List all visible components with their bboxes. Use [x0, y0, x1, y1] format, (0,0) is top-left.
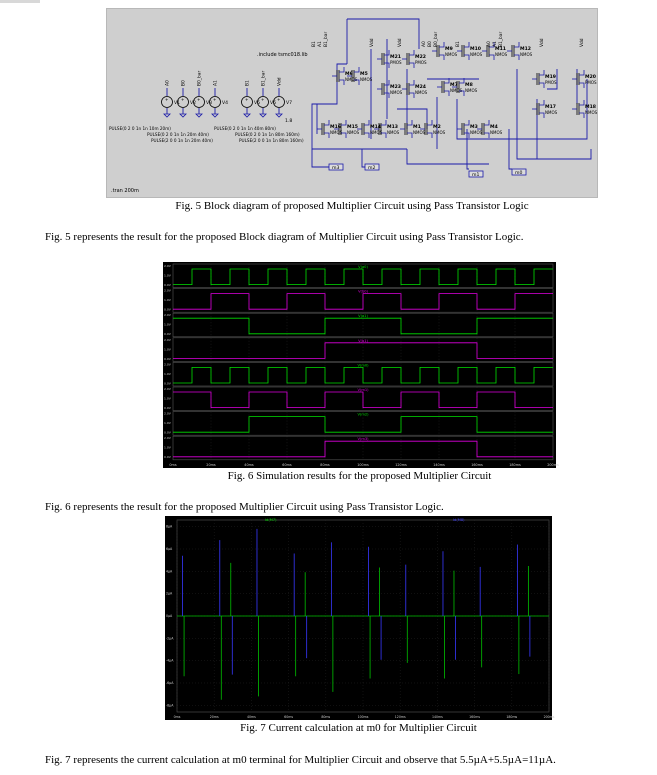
transistor-source [364, 133, 369, 138]
transistor-name: M5 [360, 72, 368, 77]
source-plus-sign: + [277, 97, 281, 102]
net-label: B0_bar [434, 31, 439, 47]
waveform-y-tick: 0.0V [164, 406, 171, 410]
plot-y-tick: 4µA [166, 569, 173, 574]
net-label: B1_bar [324, 31, 329, 47]
transistor-source [579, 113, 584, 118]
ground-symbol [276, 114, 282, 117]
transistor-source [444, 91, 449, 96]
waveform-trace-label: V(m0) [357, 363, 369, 368]
output-pin-label: m0 [515, 171, 523, 176]
plot-x-tick: 140ms [431, 715, 443, 719]
plot-x-tick: 20ms [209, 715, 219, 719]
transistor-drain [407, 120, 412, 125]
legend-entry: Id(M8) [453, 518, 465, 522]
pulse-spec: PULSE(0 2 0 1n 1n 40m 80m) [214, 126, 276, 131]
transistor-drain [464, 120, 469, 125]
transistor-name: M22 [415, 55, 426, 60]
plot-y-tick: -4µA [166, 658, 174, 663]
wire [312, 149, 329, 167]
waveform-trace [173, 367, 553, 383]
transistor-name: M10 [470, 47, 481, 52]
waveform-trace-label: V(m2) [357, 412, 369, 417]
plot-x-tick: 200ms [543, 715, 555, 719]
transistor-name: M19 [545, 75, 556, 80]
transistor-drain [514, 42, 519, 47]
transistor-drain [439, 42, 444, 47]
current-plot-canvas [165, 516, 555, 720]
transistor-name: M17 [545, 105, 556, 110]
wire [347, 19, 419, 49]
waveform-trace-label: V(a1) [358, 314, 368, 319]
net-label: B0 [428, 41, 433, 47]
source-node-label: A0 [165, 80, 171, 86]
plot-x-tick: 120ms [394, 715, 406, 719]
transistor-source [484, 133, 489, 138]
waveform-trace-label: V(a0) [358, 265, 368, 269]
transistor-source [539, 113, 544, 118]
source-name: V2 [190, 101, 197, 106]
waveform-trace [173, 294, 553, 310]
waveform-x-tick: 60ms [282, 463, 292, 467]
waveform-x-tick: 140ms [433, 463, 445, 467]
plot-y-tick: -2µA [166, 636, 174, 641]
transistor-source [539, 83, 544, 88]
net-label: Vdd [370, 38, 375, 47]
transistor-drain [409, 80, 414, 85]
schematic-canvas [107, 9, 599, 199]
transistor-type: NMOS [495, 52, 508, 57]
spice-include-directive: .include tsmc018.lib [257, 52, 308, 58]
transistor-name: M20 [585, 75, 596, 80]
transistor-name: M24 [415, 85, 426, 90]
waveform-y-tick: 1.0V [164, 445, 171, 450]
transistor-name: M1 [413, 125, 421, 130]
waveform-trace [173, 269, 553, 285]
pulse-spec: PULSE(0 2 0 1n 1n 10m 20m) [109, 126, 171, 131]
waveform-x-tick: 200ms [547, 463, 559, 467]
waveform-y-tick: 0.0V [164, 455, 171, 460]
waveform-x-tick: 180ms [509, 463, 521, 467]
transistor-drain [464, 42, 469, 47]
source-plus-sign: + [165, 97, 169, 102]
transistor-type: NMOS [545, 110, 558, 115]
transistor-type: NMOS [470, 52, 483, 57]
transistor-drain [484, 120, 489, 125]
transistor-name: M9 [445, 47, 453, 52]
waveform-y-tick: 2.0V [164, 436, 171, 441]
source-plus-sign: + [213, 97, 217, 102]
source-plus-sign: + [261, 97, 265, 102]
transistor-type: NMOS [490, 130, 503, 135]
source-name: V3 [206, 101, 213, 106]
output-pin-label: m3 [332, 166, 340, 171]
source-name: V6 [270, 101, 277, 106]
paragraph-fig6: Fig. 6 represents the result for the proposed Multiplier Circuit using Pass Transistor Logic. [45, 501, 444, 513]
transistor-type: NMOS [433, 130, 446, 135]
source-node-label: B1_bar [261, 70, 267, 86]
transistor-drain [427, 120, 432, 125]
source-node-label: B0_bar [197, 70, 203, 86]
transistor-source [324, 133, 329, 138]
figure-5-caption: Fig. 5 Block diagram of proposed Multiplier Circuit using Pass Transistor Logic [175, 200, 529, 212]
transistor-type: PMOS [545, 80, 557, 85]
transistor-source [489, 55, 494, 60]
waveform-canvas [163, 262, 559, 468]
paragraph-fig5: Fig. 5 represents the result for the proposed Block diagram of Multiplier Circuit using Pass Transistor Logic. [45, 231, 524, 243]
figure-7-current-plot [165, 516, 555, 720]
plot-x-tick: 160ms [469, 715, 481, 719]
net-label: B1_bar [499, 31, 504, 47]
plot-x-tick: 80ms [321, 715, 331, 719]
figure-7-caption: Fig. 7 Current calculation at m0 for Multiplier Circuit [240, 722, 477, 734]
transistor-drain [579, 70, 584, 75]
transistor-drain [341, 120, 346, 125]
transistor-name: M15 [347, 125, 358, 130]
wire [397, 109, 427, 129]
legend-entry: Id(M7) [265, 518, 277, 522]
transistor-source [427, 133, 432, 138]
source-name: V1 [174, 101, 181, 106]
waveform-y-tick: 0.0V [164, 430, 171, 435]
net-label: A0 [487, 41, 492, 47]
transistor-name: M21 [390, 55, 401, 60]
transistor-source [514, 55, 519, 60]
net-label: A0 [422, 41, 427, 47]
waveform-trace [173, 392, 553, 408]
transistor-type: NMOS [387, 130, 400, 135]
waveform-y-tick: 1.0V [164, 371, 171, 376]
waveform-x-tick: 120ms [395, 463, 407, 467]
transistor-source [464, 133, 469, 138]
ground-symbol [164, 114, 170, 117]
plot-y-tick: 8µA [166, 524, 173, 529]
transistor-type: NMOS [330, 130, 343, 135]
transistor-drain [381, 120, 386, 125]
waveform-y-tick: 0.0V [164, 283, 171, 287]
figure-6-caption: Fig. 6 Simulation results for the proposed Multiplier Circuit [227, 470, 492, 482]
transistor-name: M18 [585, 105, 596, 110]
transistor-name: M3 [470, 125, 478, 130]
transistor-source [407, 133, 412, 138]
net-label: Vdd [398, 38, 403, 47]
transistor-type: NMOS [345, 77, 358, 82]
transistor-drain [364, 120, 369, 125]
transistor-name: M12 [520, 47, 531, 52]
plot-y-tick: -6µA [166, 680, 174, 685]
source-plus-sign: + [197, 97, 201, 102]
waveform-y-tick: 2.0V [164, 337, 171, 342]
transistor-type: NMOS [520, 52, 533, 57]
supply-value: 1.8 [285, 119, 293, 124]
ground-symbol [244, 114, 250, 117]
figure-6-waveforms [163, 262, 559, 468]
transistor-drain [579, 100, 584, 105]
transistor-name: M4 [490, 125, 498, 130]
waveform-trace-label: V(m3) [357, 437, 369, 442]
plot-y-tick: 6µA [166, 547, 173, 552]
transistor-drain [324, 120, 329, 125]
transistor-type: NMOS [370, 130, 383, 135]
transistor-source [339, 80, 344, 85]
transistor-drain [339, 67, 344, 72]
transistor-name: M14 [370, 125, 381, 130]
wire [362, 149, 365, 167]
transistor-drain [539, 70, 544, 75]
transistor-name: M11 [495, 47, 506, 52]
transistor-name: M23 [390, 85, 401, 90]
transistor-name: M7 [450, 83, 458, 88]
wire [509, 129, 512, 169]
source-name: V4 [222, 101, 229, 106]
net-label: A1 [318, 41, 323, 47]
waveform-y-tick: 1.0V [164, 273, 171, 278]
waveform-y-tick: 1.0V [164, 421, 171, 426]
net-label: B1 [312, 41, 317, 47]
waveform-y-tick: 1.0V [164, 347, 171, 352]
transistor-type: NMOS [390, 90, 403, 95]
wire [317, 64, 347, 134]
source-node-label: A1 [213, 80, 219, 86]
transistor-source [439, 55, 444, 60]
source-node-label: B0 [181, 80, 187, 86]
ground-symbol [260, 114, 266, 117]
waveform-trace-label: V(b0) [358, 289, 368, 294]
figure-5-schematic [106, 8, 598, 198]
paragraph-fig7: Fig. 7 represents the current calculation at m0 terminal for Multiplier Circuit and observe that 5.5µA+5.5µA=11µA. [45, 754, 556, 766]
ground-symbol [180, 114, 186, 117]
waveform-x-tick: 20ms [206, 463, 216, 467]
source-name: V5 [254, 101, 261, 106]
waveform-y-tick: 0.0V [164, 381, 171, 386]
transistor-drain [409, 50, 414, 55]
waveform-y-tick: 2.0V [164, 313, 171, 318]
waveform-x-tick: 100ms [357, 463, 369, 467]
waveform-trace-label: V(m1) [357, 388, 369, 392]
transistor-name: M2 [433, 125, 441, 130]
net-label: A1 [493, 41, 498, 47]
source-name: V7 [286, 101, 293, 106]
transistor-type: NMOS [415, 90, 428, 95]
source-plus-sign: + [181, 97, 185, 102]
transistor-drain [539, 100, 544, 105]
source-plus-sign: + [245, 97, 249, 102]
output-pin-label: m1 [472, 173, 480, 178]
net-label: B1 [456, 41, 461, 47]
waveform-y-tick: 2.0V [164, 264, 171, 268]
waveform-y-tick: 2.0V [164, 387, 171, 391]
pulse-spec: PULSE(0 2 0 1n 1n 20m 40m) [147, 132, 209, 137]
waveform-x-tick: 80ms [320, 463, 330, 467]
transistor-drain [354, 67, 359, 72]
transistor-source [579, 83, 584, 88]
transistor-type: PMOS [415, 60, 427, 65]
plot-x-tick: 180ms [506, 715, 518, 719]
spice-tran-directive: .tran 200m [111, 188, 139, 194]
transistor-type: NMOS [445, 52, 458, 57]
transistor-name: M16 [330, 125, 341, 130]
plot-x-tick: 40ms [246, 715, 256, 719]
transistor-type: NMOS [360, 77, 373, 82]
transistor-type: NMOS [585, 110, 598, 115]
pulse-spec: PULSE(0 2 0 1n 1n 80m 160m) [235, 132, 300, 137]
transistor-type: NMOS [413, 130, 426, 135]
ground-symbol [212, 114, 218, 117]
transistor-drain [384, 80, 389, 85]
transistor-type: NMOS [450, 88, 463, 93]
plot-x-tick: 60ms [284, 715, 294, 719]
waveform-y-tick: 2.0V [164, 362, 171, 367]
transistor-source [384, 63, 389, 68]
source-node-label: B1 [245, 80, 251, 86]
transistor-type: NMOS [470, 130, 483, 135]
waveform-y-tick: 2.0V [164, 411, 171, 416]
transistor-type: PMOS [390, 60, 402, 65]
wire [407, 149, 489, 164]
plot-x-tick: 100ms [357, 715, 369, 719]
waveform-y-tick: 0.0V [164, 356, 171, 361]
pulse-spec: PULSE(2 0 0 1n 1n 20m 40m) [151, 138, 213, 143]
net-label: Vdd [580, 38, 585, 47]
ground-symbol [196, 114, 202, 117]
plot-x-tick: 0ms [173, 715, 181, 719]
transistor-name: M13 [387, 125, 398, 130]
transistor-type: NMOS [465, 88, 478, 93]
transistor-drain [384, 50, 389, 55]
transistor-source [464, 55, 469, 60]
waveform-x-tick: 160ms [471, 463, 483, 467]
waveform-y-tick: 1.0V [164, 322, 171, 327]
waveform-x-tick: 40ms [244, 463, 254, 467]
transistor-name: M6 [345, 72, 353, 77]
output-pin-label: m2 [368, 166, 376, 171]
net-label: Vdd [540, 38, 545, 47]
plot-y-tick: 0µA [166, 614, 173, 618]
transistor-source [409, 93, 414, 98]
pulse-spec: PULSE(2 0 0 1n 1n 80m 160m) [239, 138, 304, 143]
waveform-y-tick: 1.0V [164, 396, 171, 401]
waveform-x-tick: 0ms [169, 463, 177, 467]
waveform-y-tick: 2.0V [164, 288, 171, 293]
transistor-name: M8 [465, 83, 473, 88]
plot-y-tick: -8µA [166, 703, 174, 708]
transistor-source [409, 63, 414, 68]
waveform-y-tick: 1.0V [164, 298, 171, 303]
transistor-type: PMOS [585, 80, 597, 85]
transistor-source [384, 93, 389, 98]
plot-y-tick: 2µA [166, 591, 173, 596]
waveform-y-tick: 0.0V [164, 332, 171, 337]
top-edge-bar [0, 0, 40, 3]
waveform-trace-label: V(b1) [358, 338, 368, 343]
source-node-label: Vdd [277, 77, 283, 86]
waveform-y-tick: 0.0V [164, 307, 171, 312]
transistor-type: NMOS [347, 130, 360, 135]
